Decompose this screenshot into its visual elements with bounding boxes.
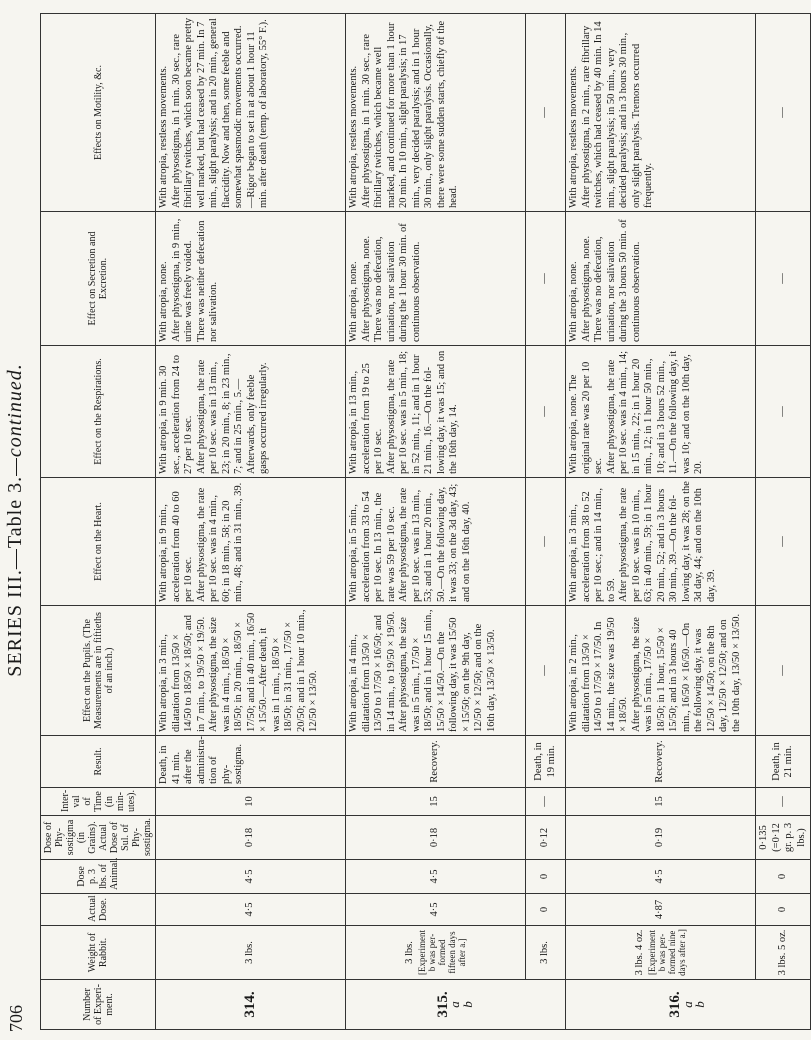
secretion-dash: — — [756, 212, 811, 346]
col-result: Result. — [41, 736, 156, 788]
weight: 3 lbs. — [156, 926, 346, 980]
resp-atropia: With atropia, none. The original rate was 20 per 10 sec. — [568, 361, 604, 474]
physostigma-dose: 0·12 — [526, 816, 566, 860]
heart-cell — [566, 478, 756, 606]
resp-atropia: With atropia, in 9 min. 30 sec., acceleration from 24 to 27 per 10 sec. — [158, 355, 194, 474]
physostigma-dose: 0·18 — [156, 816, 346, 860]
col-heart: Effect on the Heart. — [41, 478, 156, 606]
weight-note: [Experiment b was performed nine days after a.] — [646, 929, 687, 976]
dose-per-3lbs: 4·5 — [566, 860, 756, 894]
header-row — [41, 14, 156, 1030]
actual-dose: 0 — [526, 894, 566, 926]
resp-atropia: With atropia, in 13 min., acceleration from 19 to 25 per 10 sec. — [348, 363, 384, 474]
heart-physostigma: After physostigma, the rate per 10 sec. was in 10 min., 63; in 40 min., 59; in 1 hour 20 min., 52; and in 3 hours 30 min., 39.—On the following day, it was 28; on the 3d day, 44; and on the 10th day, 39. — [618, 481, 717, 602]
weight: 3 lbs. 5 oz. — [756, 926, 811, 980]
motility-dash: — — [756, 14, 811, 212]
actual-dose: 4·5 — [346, 894, 526, 926]
heart-physostigma: After physostigma, the rate per 10 sec. was in 4 min., 60; in 18 min., 58; in 20 min., 48; and in 31 min., 39. — [195, 482, 244, 602]
table-row — [346, 14, 526, 1030]
interval-dash: — — [526, 788, 566, 816]
result: Death, in 21 min. — [756, 736, 811, 788]
weight: 3 lbs. — [404, 941, 416, 964]
page-title — [4, 0, 27, 1040]
exp-number-cell — [566, 980, 811, 1030]
page-header — [0, 0, 38, 1040]
pupils-atropia: With atropia, in 2 min., dilatation from 13/50 × 14/50 to 17/50 × 17/50. In 14 min., the size was 19/50 × 18/50. — [568, 617, 629, 732]
secretion-atropia: With atropia, none. — [568, 261, 579, 342]
secretion-cell — [566, 212, 756, 346]
weight-note: [Experiment b was performed fifteen days after a.] — [416, 930, 467, 975]
pupils-physostigma: After physostigma, the size was in 5 min., 17/50 × 18/50; in 1 hour, 15/50 × 15/50; and in 3 hours 40 min., 16/50 × 16/50.—On the following day, it was 12/50 × 14/50; on the 8th day, 12/50 × 12/50; and on the 10th day, 13/50 × 13/50. — [630, 613, 742, 732]
pupils-dash: — — [526, 606, 566, 736]
pupils-cell — [156, 606, 346, 736]
interval: 15 — [346, 788, 526, 816]
result: Recovery. — [566, 736, 756, 788]
pupils-atropia: With atropia, in 4 min., dilatation from 13/50 × 13/50 to 17/50 × 16/50; and in 14 min., to 19/50 × 19/50. — [348, 611, 397, 732]
col-per3: Dose p. 3 lbs. of Animal. — [41, 860, 156, 894]
table-row — [566, 14, 756, 1030]
motility-physostigma: After physostigma, in 1 min. 30 sec., rare fibrillary twitches, which became well marked, and continued for more than 1 hour 20 min. In 10 min., slight paralysis; in 17 min., very decided paralysis; and in 1 hour 30 min., only slight paralysis. Occasionally, there were some sudden starts, chiefly of the head. — [360, 20, 459, 208]
col-resp: Effect on the Respirations. — [41, 346, 156, 478]
title-series: SERIES III.— — [4, 548, 26, 677]
resp-cell — [156, 346, 346, 478]
heart-physostigma: After physostigma, the rate per 10 sec. was in 13 min., 53; and in 1 hour 20 min., 50.—On the following day, it was 33; on the 3d day, 43; and on the 16th day, 40. — [398, 483, 472, 602]
motility-dash: — — [526, 14, 566, 212]
secretion-dash: — — [526, 212, 566, 346]
col-phys: Dose of Physostigma (in Grains). Actual Dose of Sul. of Physostigma. — [41, 816, 156, 860]
resp-cell — [346, 346, 526, 478]
table-row — [756, 14, 811, 1030]
result: Recovery. — [346, 736, 526, 788]
col-motility: Effects on Motility, &c. — [41, 14, 156, 212]
dose-per-3lbs: 4·5 — [156, 860, 346, 894]
actual-dose: 0 — [756, 894, 811, 926]
exp-sub-b: b — [692, 1001, 708, 1008]
dose-per-3lbs: 4·5 — [346, 860, 526, 894]
physostigma-dose: 0·135 (=0·12 gr. p. 3 lbs.) — [756, 816, 811, 860]
col-secretion: Effect on Secretion and Excretion. — [41, 212, 156, 346]
actual-dose: 4·87 — [566, 894, 756, 926]
actual-dose: 4·5 — [156, 894, 346, 926]
resp-physostigma: After physostigma, the rate per 10 sec. was in 4 min., 14; in 15 min., 22; in 1 hour 20 min., 12; in 1 hour 50 min., 10; and in 3 hours 52 min., 11.—On the following day, it was 10; and on the 10th day, 20. — [605, 350, 704, 474]
motility-physostigma: After physostigma, in 2 min., rare fibrillary twitches, which had ceased by 40 min. In 14 min., slight paralysis; in 50 min., very decided paralysis; and in 3 hours 30 min., only slight paralysis. Tremors occurred frequently. — [580, 21, 654, 208]
secretion-atropia: With atropia, none. — [348, 261, 359, 342]
heart-dash: — — [526, 478, 566, 606]
col-interval: Interval of Time (in minutes). — [41, 788, 156, 816]
pupils-dash: — — [756, 606, 811, 736]
heart-dash: — — [756, 478, 811, 606]
dose-per-3lbs: 0 — [526, 860, 566, 894]
data-table — [40, 13, 811, 1030]
heart-atropia: With atropia, in 5 min., acceleration from 33 to 54 per 10 sec. In 13 min., the rate was 59 per 10 sec. — [348, 491, 397, 602]
motility-cell — [566, 14, 756, 212]
secretion-physostigma: After physostigma, none. There was no defecation, urination, nor salivation during the 1 hour 30 min. of continuous observation. — [360, 223, 422, 342]
pupils-physostigma: After physostigma, the size was in 5 min., 17/50 × 18/50; and in 1 hour 15 min., 15/50 × 14/50.—On the following day, it was 15/50 × 15/50; on the 9th day, 12/50 × 12/50; and on the 16th day, 13/50 × 13/50. — [398, 609, 497, 732]
heart-cell — [346, 478, 526, 606]
title-continued: —continued. — [4, 363, 26, 476]
weight: 3 lbs. — [526, 926, 566, 980]
physostigma-dose: 0·19 — [566, 816, 756, 860]
interval: 15 — [566, 788, 756, 816]
exp-number: 315. — [434, 991, 451, 1018]
motility-atropia: With atropia, restless movements. — [158, 65, 169, 208]
interval: 10 — [156, 788, 346, 816]
motility-cell — [156, 14, 346, 212]
resp-dash: — — [756, 346, 811, 478]
title-table: Table 3. — [4, 475, 26, 549]
weight-cell — [346, 926, 526, 980]
secretion-physostigma: After physostigma, none. There was no defecation, urination, nor salivation during the 3 hours 50 min. of continuous observation. — [580, 219, 642, 342]
heart-cell — [156, 478, 346, 606]
page-number: 706 — [6, 1005, 26, 1032]
heart-atropia: With atropia, in 9 min., acceleration from 40 to 60 per 10 sec. — [158, 491, 194, 602]
exp-number: 316. — [667, 991, 684, 1018]
motility-cell — [346, 14, 526, 212]
resp-physostigma: After physostigma, the rate per 10 sec. was in 5 min., 18; in 52 min., 11; and in 1 hour 21 min., 16.—On the following day, it was 15; and on the 16th day, 14. — [385, 350, 459, 474]
exp-number: 314. — [156, 980, 346, 1030]
motility-atropia: With atropia, restless movements. — [348, 65, 359, 208]
col-exp: Number of Experiment. — [41, 980, 156, 1030]
pupils-cell — [346, 606, 526, 736]
weight-cell — [566, 926, 756, 980]
result: Death, in 19 min. — [526, 736, 566, 788]
exp-sub-a: a — [679, 1001, 695, 1008]
dose-per-3lbs: 0 — [756, 860, 811, 894]
table-row — [156, 14, 346, 1030]
col-pupils: Effect on the Pupils. (The Measurements are in fiftieths of an inch.) — [41, 606, 156, 736]
secretion-cell — [346, 212, 526, 346]
pupils-physostigma: After physostigma, the size was in 4 min., 18/50 × 18/50; in 20 min., 18/50 × 17/50; and in 40 min., 16/50 × 15/50.—After death, it was in 1 min., 18/50 × 18/50; in 31 min., 17/50 × 20/50; and in 1 hour 10 min., 12/50 × 13/50. — [208, 609, 319, 732]
col-weight: Weight of Rabbit. — [41, 926, 156, 980]
exp-sub-a: a — [447, 1001, 463, 1008]
pupils-atropia: With atropia, in 3 min., dilatation from 13/50 × 14/50 to 18/50 × 18/50; and in 7 min., to 19/50 × 19/50. — [158, 614, 207, 732]
pupils-cell — [566, 606, 756, 736]
heart-atropia: With atropia, in 3 min., acceleration from 38 to 52 per 10 sec.; and in 14 min., to 59. — [568, 487, 617, 602]
interval-dash: — — [756, 788, 811, 816]
table-row — [526, 14, 566, 1030]
secretion-physostigma: After physostigma, in 9 min., urine was freely voided. There was neither defecation nor salivation. — [170, 218, 219, 342]
exp-number-cell — [346, 980, 566, 1030]
motility-physostigma: After physostigma, in 1 min. 30 sec., rare fibrillary twitches, which soon became pretty well marked, but had ceased by 27 min. In 7 min., slight paralysis; and in 20 min., general flaccidity. Now and then, some feeble and somewhat spasmodic movements occurred.—Rigor began to set in at about 1 hour 11 min. after death (temp. of laboratory, 55° F.). — [170, 17, 269, 208]
resp-physostigma: After physostigma, the rate per 10 sec. was in 13 min., 23; in 20 min., 8; in 23 min., 7; and in 25 min., 5.—Afterwards, only feeble gasps occurred irregularly. — [195, 353, 269, 474]
physostigma-dose: 0·18 — [346, 816, 526, 860]
result: Death, in 41 min. after the administration of physostigma. — [156, 736, 346, 788]
exp-sub-b: b — [459, 1001, 475, 1008]
resp-cell — [566, 346, 756, 478]
motility-atropia: With atropia, restless movements. — [568, 65, 579, 208]
resp-dash: — — [526, 346, 566, 478]
weight: 3 lbs. 4 oz. — [634, 929, 646, 976]
secretion-cell — [156, 212, 346, 346]
secretion-atropia: With atropia, none. — [158, 261, 169, 342]
col-actual: Actual Dose. — [41, 894, 156, 926]
